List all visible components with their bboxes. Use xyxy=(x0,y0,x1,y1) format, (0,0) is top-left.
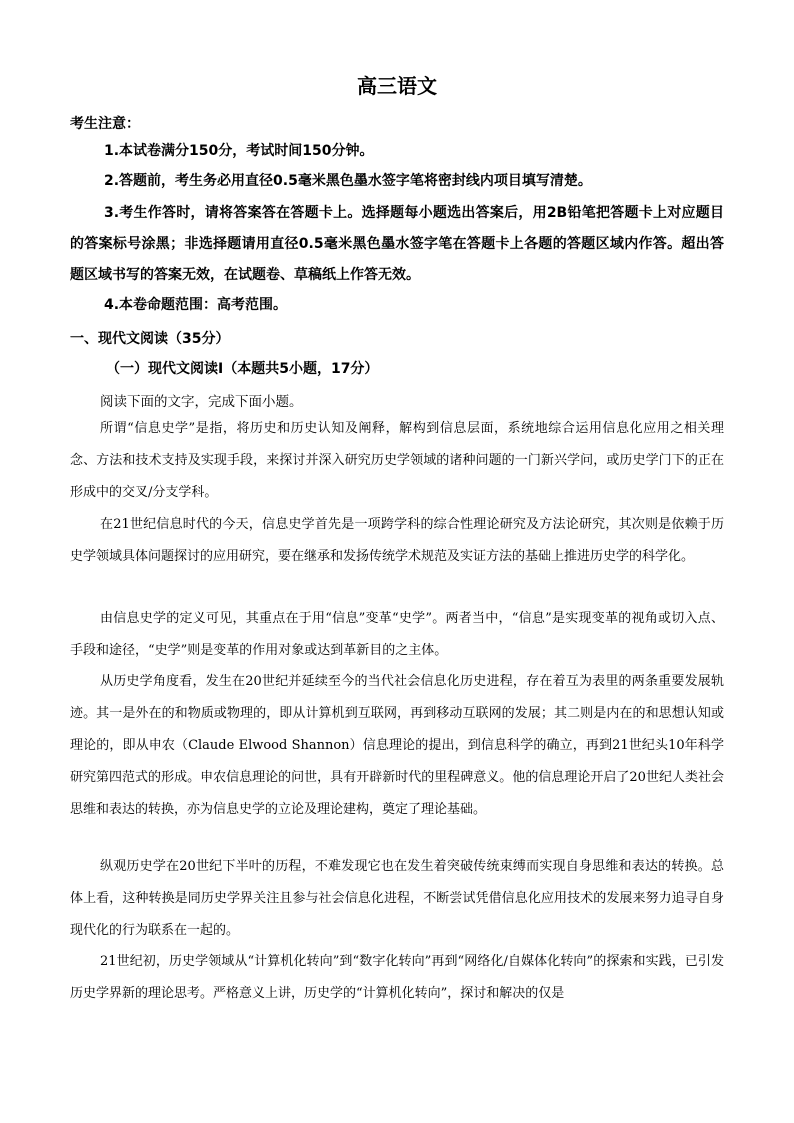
page-title: 高三语文 xyxy=(357,74,437,98)
notice-item: 4.本卷命题范围：高考范围。 xyxy=(104,297,288,313)
passage-paragraph: 在21世纪信息时代的今天，信息史学首先是一项跨学科的综合性理论研究及方法论研究，其次则是依赖于历史学领域具体问题探讨的应用研究，要在继承和发扬传统学术规范及实证方法的基础上推进历史学的科学化。 xyxy=(70,517,724,564)
passage-paragraph: 从历史学角度看，发生在20世纪并延续至今的当代社会信息化历史进程，存在着互为表里的两条重要发展轨迹。其一是外在的和物质或物理的，即从计算机到互联网，再到移动互联网的发展；其二则是内在的和思想认知或理论的，即从申农（Claude Elwood Shannon）信息理论的提出，到信息科学的确立，再到21世纪头10年科学研究第四范式的形成。申农信息理论的问世，具有开辟新时代的里程碑意义。他的信息理论开启了20世纪人类社会思维和表达的转换，亦为信息史学的立论及理论建构，奠定了理论基础。 xyxy=(70,674,724,817)
notice-item: 3.考生作答时，请将答案答在答题卡上。选择题每小题选出答案后，用2B铅笔把答题卡上对应题目的答案标号涂黑；非选择题请用直径0.5毫米黑色墨水签字笔在答题卡上各题的答题区域内作答。超出答题区域书写的答案无效，在试题卷、草稿纸上作答无效。 xyxy=(70,205,724,283)
passage-paragraph: 由信息史学的定义可见，其重点在于用“信息”变革“史学”。两者当中，“信息”是实现变革的视角或切入点、手段和途径，“史学”则是变革的作用对象或达到革新目的之主体。 xyxy=(70,611,724,658)
section-title: 一、现代文阅读（35分） xyxy=(70,331,230,347)
reading-instruction: 阅读下面的文字，完成下面小题。 xyxy=(100,394,303,410)
notice-label: 考生注意： xyxy=(70,116,140,132)
passage-paragraph: 纵观历史学在20世纪下半叶的历程，不难发现它也在发生着突破传统束缚而实现自身思维和表达的转换。总体上看，这种转换是同历史学界关注且参与社会信息化进程，不断尝试凭借信息化应用技术的发展来努力追寻自身现代化的行为联系在一起的。 xyxy=(70,859,724,938)
subsection-title: （一）现代文阅读Ⅰ（本题共5小题，17分） xyxy=(106,361,379,377)
notice-item: 1.本试卷满分150分，考试时间150分钟。 xyxy=(104,143,374,159)
notice-item: 2.答题前，考生务必用直径0.5毫米黑色墨水签字笔将密封线内项目填写清楚。 xyxy=(104,173,592,189)
passage-paragraph: 21世纪初，历史学领域从“计算机化转向”到“数字化转向”再到“网络化/自媒体化转向”的探索和实践，已引发历史学界新的理论思考。严格意义上讲，历史学的“计算机化转向”，探讨和解决的仅是 xyxy=(70,954,724,1001)
passage-paragraph: 所谓“信息史学”是指，将历史和历史认知及阐释，解构到信息层面，系统地综合运用信息化应用之相关理念、方法和技术支持及实现手段，来探讨并深入研究历史学领域的诸种问题的一门新兴学问，或历史学门下的正在形成中的交叉/分支学科。 xyxy=(70,421,724,500)
